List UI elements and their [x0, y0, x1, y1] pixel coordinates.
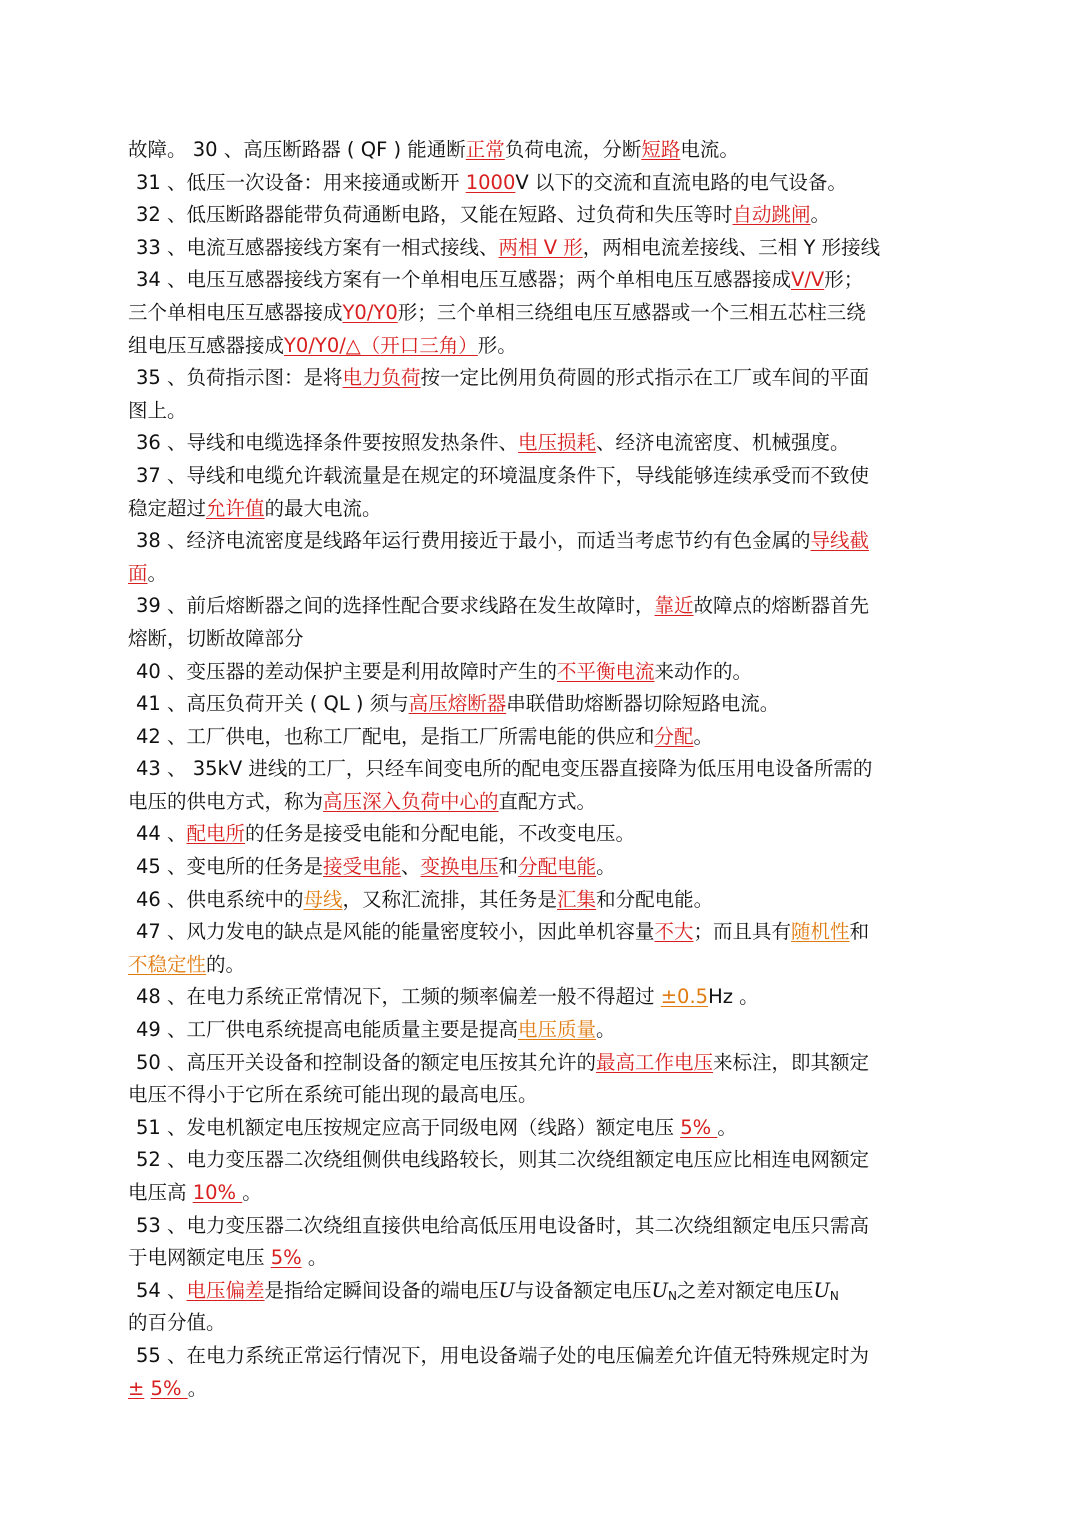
answer-text: 高压熔断器 — [408, 692, 507, 716]
answer-text: 5% — [270, 1246, 302, 1270]
text-segment: 电压的供电方式，称为 — [128, 789, 324, 813]
text-line — [128, 1079, 962, 1112]
text-line — [128, 558, 962, 591]
text-segment: 之差对额定电压 — [676, 1278, 814, 1302]
text-segment: 49 、工厂供电系统提高电能质量主要是提高 — [136, 1018, 519, 1042]
answer-text: 短路 — [641, 138, 681, 161]
text-segment: 33 、电流互感器接线方案有一相式接线、 — [136, 235, 499, 259]
text-segment: 和分配电能。 — [596, 887, 714, 911]
answer-text: 变换电压 — [420, 855, 499, 879]
text-segment: 和 — [849, 920, 870, 944]
answer-text: 不稳定性 — [128, 952, 207, 976]
text-segment: 。 — [301, 1246, 328, 1270]
text-segment: 50 、高压开关设备和控制设备的额定电压按其允许的 — [136, 1050, 597, 1074]
text-segment: 来动作的。 — [654, 659, 753, 683]
text-line — [128, 427, 962, 460]
text-line — [128, 493, 962, 526]
text-line — [128, 623, 962, 656]
text-segment: 45 、变电所的任务是 — [136, 855, 324, 879]
text-segment: 。 — [596, 855, 616, 879]
text-line — [128, 688, 962, 721]
text-segment: ，两相电流差接线、三相 Y 形接线 — [582, 235, 881, 259]
text-segment: 直配方式。 — [498, 789, 597, 813]
text-segment: 熔断，切断故障部分 — [128, 626, 304, 650]
answer-text: 电压质量 — [518, 1018, 597, 1042]
text-segment: 故障。 30 、高压断路器 ( QF ) 能通断 — [128, 138, 466, 161]
text-line — [128, 1275, 962, 1308]
text-segment: 是指给定瞬间设备的端电压 — [264, 1278, 499, 1302]
text-line — [128, 362, 962, 395]
answer-text: 最高工作电压 — [596, 1050, 714, 1074]
text-line — [128, 297, 962, 330]
text-segment: 51 、发电机额定电压按规定应高于同级电网（线路）额定电压 — [136, 1115, 681, 1139]
answer-text: V/V — [791, 268, 825, 292]
text-segment: ，又称汇流排，其任务是 — [342, 887, 558, 911]
answer-text: 分配 — [654, 724, 694, 748]
answer-text: 5% — [150, 1376, 188, 1400]
text-segment: 42 、工厂供电，也称工厂配电，是指工厂所需电能的供应和 — [136, 724, 655, 748]
text-segment: 稳定超过 — [128, 496, 207, 520]
text-segment: 。 — [693, 724, 714, 748]
text-segment: N — [829, 1288, 839, 1303]
text-segment: 负荷电流，分断 — [504, 138, 642, 161]
answer-text: 分配电能 — [518, 855, 597, 879]
answer-text: 5% — [680, 1115, 718, 1139]
text-segment: 电压高 — [128, 1181, 193, 1204]
text-segment: 。 — [242, 1181, 262, 1204]
text-segment: 与设备额定电压 — [514, 1278, 652, 1302]
text-segment: 40 、变压器的差动保护主要是利用故障时产生的 — [136, 659, 558, 683]
text-segment: 。 — [596, 1018, 616, 1042]
answer-text: 接受电能 — [323, 855, 402, 879]
text-line — [128, 981, 962, 1014]
answer-text: 靠近 — [654, 594, 694, 618]
text-line — [128, 1340, 962, 1373]
text-segment: 的百分值。 — [128, 1311, 226, 1335]
text-segment: 35 、负荷指示图：是将 — [136, 366, 343, 390]
text-segment: 39 、前后熔断器之间的选择性配合要求线路在发生故障时， — [136, 594, 655, 618]
text-segment: 的任务是接受电能和分配电能，不改变电压。 — [245, 822, 636, 846]
text-line — [128, 851, 962, 884]
answer-text: 自动跳闸 — [732, 203, 811, 227]
text-segment: 44 、 — [136, 822, 187, 846]
text-segment: 来标注，即其额定 — [713, 1050, 870, 1074]
text-segment: U — [498, 1278, 515, 1302]
answer-text: 允许值 — [206, 496, 265, 520]
text-segment: V 以下的交流和直流电路的电气设备。 — [515, 170, 847, 194]
answer-text: 随机性 — [791, 920, 850, 944]
text-line — [128, 167, 962, 200]
text-segment: Hz 。 — [708, 985, 759, 1009]
text-segment: 形。 — [477, 333, 517, 357]
text-line — [128, 1307, 962, 1340]
text-segment: 。 — [717, 1115, 737, 1139]
text-line — [128, 590, 962, 623]
text-segment: 37 、导线和电缆允许载流量是在规定的环境温度条件下，导线能够连续承受而不致使 — [136, 463, 870, 487]
text-line — [128, 884, 962, 917]
text-segment: 形；三个单相三绕组电压互感器或一个三相五芯柱三绕 — [397, 300, 866, 324]
text-segment: 的最大电流。 — [264, 496, 382, 520]
text-line — [128, 264, 962, 297]
text-segment: 、 — [401, 855, 421, 879]
document-page — [128, 134, 962, 1405]
answer-text: 不大 — [654, 920, 694, 944]
answer-text: ±0.5 — [660, 985, 709, 1009]
text-line — [128, 1242, 962, 1275]
text-segment: 于电网额定电压 — [128, 1246, 271, 1270]
text-segment: 54 、 — [136, 1278, 187, 1302]
text-segment: 的。 — [206, 952, 246, 976]
answer-text: ± — [128, 1376, 145, 1400]
text-segment: 电压不得小于它所在系统可能出现的最高电压。 — [128, 1083, 538, 1107]
text-line — [128, 656, 962, 689]
answer-text: 正常 — [465, 138, 505, 161]
text-segment: 31 、低压一次设备：用来接通或断开 — [136, 170, 466, 194]
answer-text: 汇集 — [557, 887, 597, 911]
text-segment: 三个单相电压互感器接成 — [128, 300, 343, 324]
text-segment: U — [651, 1278, 668, 1302]
answer-text: Y0/Y0/△（开口三角） — [284, 333, 478, 357]
text-segment: 41 、高压负荷开关 ( QL ) 须与 — [136, 692, 409, 716]
text-segment: 38 、经济电流密度是线路年运行费用接近于最小，而适当考虑节约有色金属的 — [136, 529, 811, 553]
text-segment: ；而且具有 — [693, 920, 792, 944]
answer-text: 配电所 — [186, 822, 246, 846]
text-segment: 43 、 35kV 进线的工厂，只经车间变电所的配电变压器直接降为低压用电设备所需的 — [136, 757, 873, 781]
text-segment: 36 、导线和电缆选择条件要按照发热条件、 — [136, 431, 519, 455]
text-segment: 故障点的熔断器首先 — [693, 594, 870, 618]
answer-text: 10% — [192, 1181, 243, 1204]
text-line — [128, 1047, 962, 1080]
text-line — [128, 232, 962, 265]
answer-text: 导线截 — [810, 529, 870, 553]
text-segment: 。 — [187, 1376, 208, 1400]
text-line — [128, 460, 962, 493]
text-segment: 按一定比例用负荷圆的形式指示在工厂或车间的平面 — [420, 366, 870, 390]
text-segment: 电流。 — [680, 138, 739, 161]
text-segment: 、经济电流密度、机械强度。 — [596, 431, 850, 455]
text-line — [128, 818, 962, 851]
answer-text: 母线 — [303, 887, 343, 911]
text-segment: 。 — [810, 203, 831, 227]
text-segment: 32 、低压断路器能带负荷通断电路，又能在短路、过负荷和失压等时 — [136, 203, 733, 227]
answer-text: 两相 V 形 — [498, 235, 583, 259]
answer-text: 高压深入负荷中心的 — [323, 789, 499, 813]
answer-text: 电压偏差 — [186, 1278, 265, 1302]
text-line — [128, 525, 962, 558]
text-segment: N — [667, 1288, 677, 1303]
text-line — [128, 916, 962, 949]
answer-text: 电力负荷 — [342, 366, 421, 390]
text-line — [128, 721, 962, 754]
text-line — [128, 949, 962, 982]
text-segment: 和 — [498, 855, 519, 879]
text-line — [128, 1373, 962, 1406]
text-line — [128, 134, 962, 167]
text-segment: 47 、风力发电的缺点是风能的能量密度较小，因此单机容量 — [136, 920, 655, 944]
text-segment: 53 、电力变压器二次绕组直接供电给高低压用电设备时，其二次绕组额定电压只需高 — [136, 1213, 870, 1237]
text-segment: 。 — [147, 561, 168, 585]
text-line — [128, 395, 962, 428]
text-segment: 图上。 — [128, 398, 187, 422]
text-line — [128, 1112, 962, 1145]
text-line — [128, 330, 962, 363]
text-line — [128, 1014, 962, 1047]
answer-text: 面 — [128, 561, 148, 585]
answer-text: Y0/Y0 — [342, 300, 398, 324]
text-segment: 48 、在电力系统正常情况下，工频的频率偏差一般不得超过 — [136, 985, 661, 1009]
text-segment: 组电压互感器接成 — [128, 333, 285, 357]
text-segment: 46 、供电系统中的 — [136, 887, 304, 911]
text-segment: 形； — [824, 268, 864, 292]
text-segment: 34 、电压互感器接线方案有一个单相电压互感器；两个单相电压互感器接成 — [136, 268, 792, 292]
text-segment: U — [813, 1278, 830, 1302]
text-line — [128, 199, 962, 232]
answer-text: 电压损耗 — [518, 431, 597, 455]
text-line — [128, 753, 962, 786]
answer-text: 不平衡电流 — [557, 659, 655, 683]
text-line — [128, 1144, 962, 1177]
answer-text: 1000 — [465, 170, 516, 194]
text-line — [128, 786, 962, 819]
text-line — [128, 1177, 962, 1210]
text-segment: 55 、在电力系统正常运行情况下，用电设备端子处的电压偏差允许值无特殊规定时为 — [136, 1343, 870, 1367]
text-line — [128, 1210, 962, 1243]
text-segment: 52 、电力变压器二次绕组侧供电线路较长，则其二次绕组额定电压应比相连电网额定 — [136, 1148, 870, 1172]
text-segment: 串联借助熔断器切除短路电流。 — [506, 692, 780, 716]
